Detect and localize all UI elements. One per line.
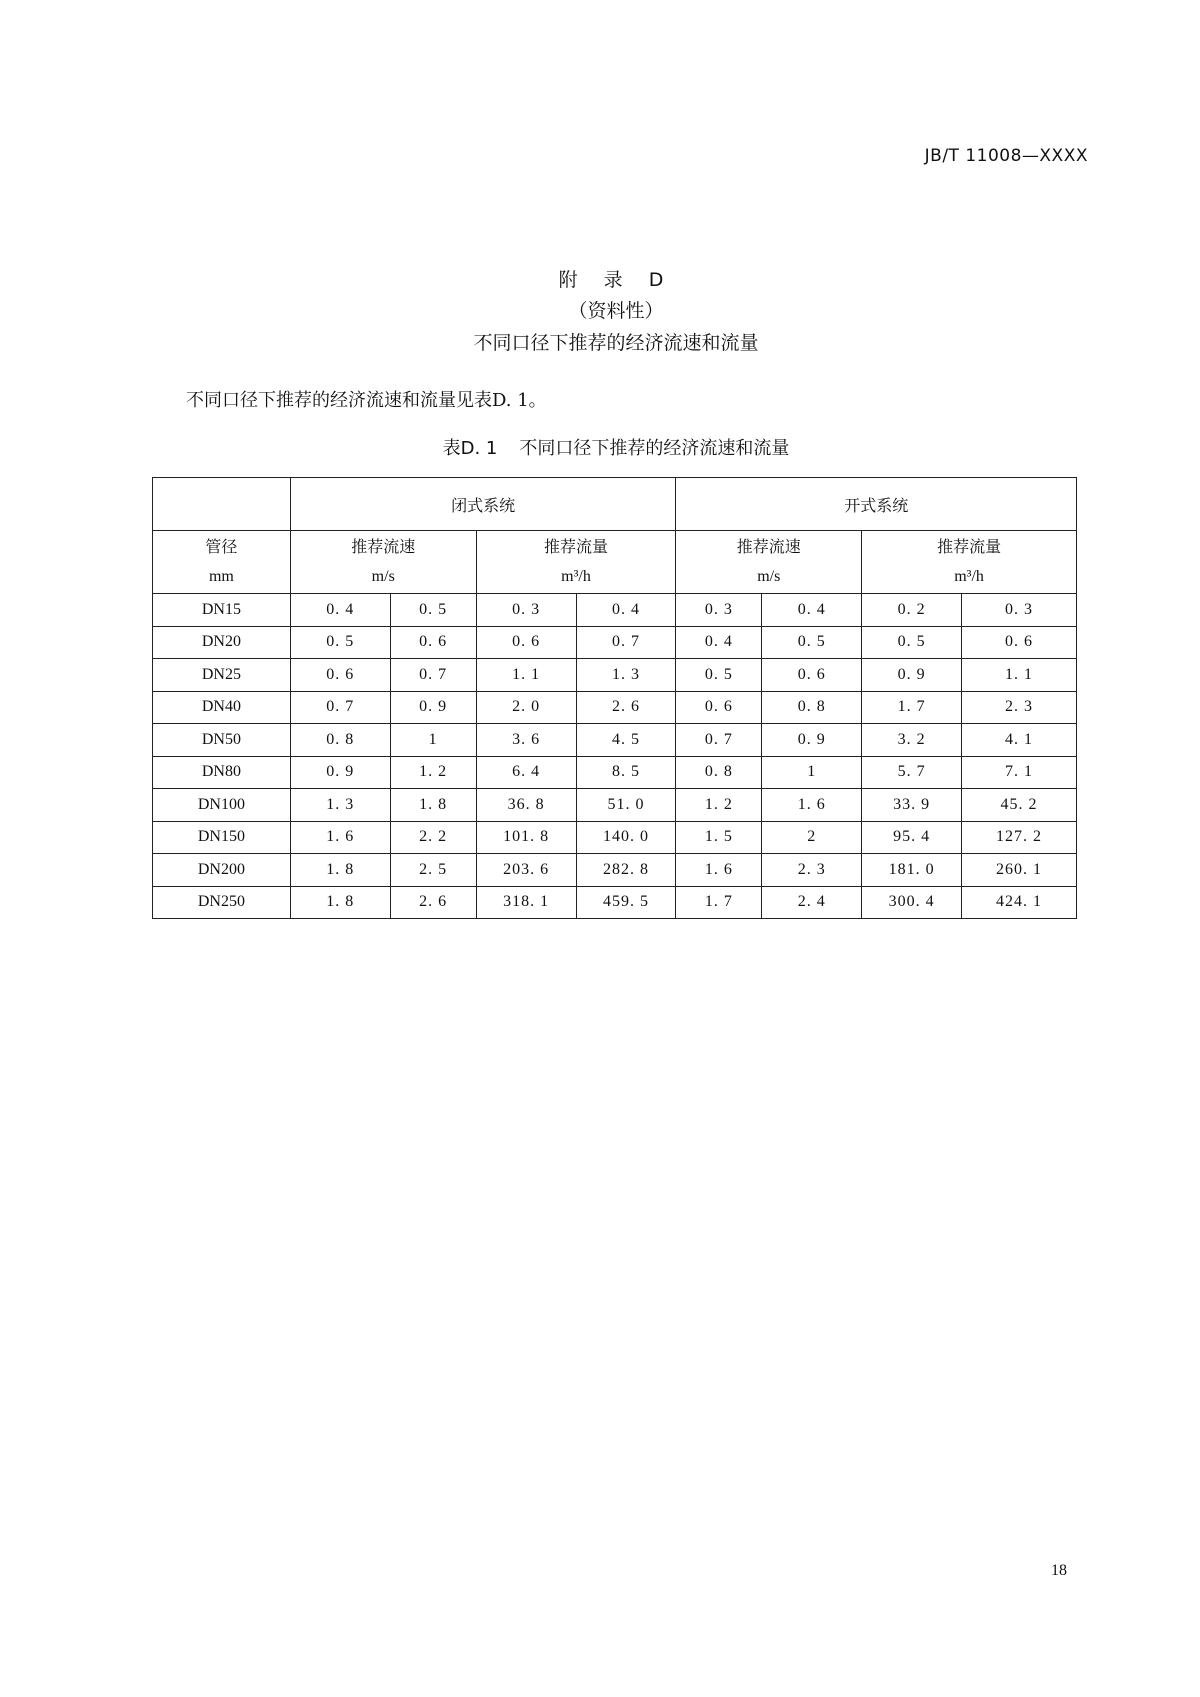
value-cell: 181. 0 — [862, 854, 962, 887]
value-cell: 2. 4 — [762, 886, 862, 919]
pipe-size-cell: DN150 — [153, 821, 291, 854]
value-cell: 2. 0 — [476, 691, 576, 724]
value-cell: 1. 3 — [576, 659, 676, 692]
value-cell: 282. 8 — [576, 854, 676, 887]
value-cell: 2. 6 — [390, 886, 476, 919]
value-cell: 3. 6 — [476, 724, 576, 757]
flow-table — [152, 477, 1077, 919]
value-cell: 1. 8 — [290, 854, 390, 887]
value-cell: 0. 3 — [676, 594, 762, 627]
value-cell: 2. 6 — [576, 691, 676, 724]
value-cell: 1. 1 — [476, 659, 576, 692]
value-cell: 1. 6 — [762, 789, 862, 822]
sub-header-row — [153, 531, 1077, 594]
value-cell: 7. 1 — [962, 756, 1077, 789]
table-row — [153, 594, 1077, 627]
table-caption — [0, 434, 1200, 460]
value-cell: 1. 8 — [290, 886, 390, 919]
table-row — [153, 659, 1077, 692]
value-cell: 1. 7 — [862, 691, 962, 724]
value-cell: 0. 7 — [576, 626, 676, 659]
pipe-size-cell: DN80 — [153, 756, 291, 789]
value-cell: 0. 6 — [390, 626, 476, 659]
value-cell: 0. 5 — [290, 626, 390, 659]
value-cell: 0. 3 — [962, 594, 1077, 627]
value-cell: 1. 2 — [676, 789, 762, 822]
pipe-size-cell: DN15 — [153, 594, 291, 627]
value-cell: 203. 6 — [476, 854, 576, 887]
pipe-size-cell: DN25 — [153, 659, 291, 692]
value-cell: 140. 0 — [576, 821, 676, 854]
value-cell: 127. 2 — [962, 821, 1077, 854]
table-row — [153, 691, 1077, 724]
appendix-title: 附 录 D — [558, 269, 674, 291]
sub-header-unit: m³/h — [561, 568, 591, 585]
value-cell: 5. 7 — [862, 756, 962, 789]
sub-header-label: 推荐流量 — [544, 537, 609, 556]
value-cell: 318. 1 — [476, 886, 576, 919]
value-cell: 1. 5 — [676, 821, 762, 854]
table-row — [153, 886, 1077, 919]
value-cell: 1. 1 — [962, 659, 1077, 692]
sub-header-cell — [290, 531, 476, 594]
value-cell: 0. 4 — [676, 626, 762, 659]
value-cell: 0. 9 — [762, 724, 862, 757]
appendix-nature: （资料性） — [568, 300, 664, 322]
flow-table-body — [153, 478, 1077, 919]
value-cell: 0. 6 — [476, 626, 576, 659]
value-cell: 0. 4 — [762, 594, 862, 627]
page-number: 18 — [1051, 1562, 1067, 1579]
value-cell: 51. 0 — [576, 789, 676, 822]
value-cell: 0. 4 — [290, 594, 390, 627]
appendix-subject: 不同口径下推荐的经济流速和流量 — [473, 332, 759, 354]
sub-header-unit: m/s — [371, 568, 395, 585]
value-cell: 2. 3 — [962, 691, 1077, 724]
table-row — [153, 854, 1077, 887]
group-header-closed: 闭式系统 — [290, 478, 676, 531]
pipe-size-cell: DN50 — [153, 724, 291, 757]
value-cell: 0. 2 — [862, 594, 962, 627]
sub-header-cell — [476, 531, 676, 594]
value-cell: 0. 5 — [676, 659, 762, 692]
value-cell: 0. 9 — [390, 691, 476, 724]
document-code: JB/T 11008—XXXX — [924, 146, 1088, 166]
value-cell: 36. 8 — [476, 789, 576, 822]
value-cell: 101. 8 — [476, 821, 576, 854]
value-cell: 260. 1 — [962, 854, 1077, 887]
table-row — [153, 821, 1077, 854]
value-cell: 0. 7 — [290, 691, 390, 724]
value-cell: 0. 6 — [762, 659, 862, 692]
pipe-size-cell: DN250 — [153, 886, 291, 919]
value-cell: 1. 3 — [290, 789, 390, 822]
value-cell: 1 — [762, 756, 862, 789]
table-row — [153, 756, 1077, 789]
value-cell: 1. 6 — [676, 854, 762, 887]
value-cell: 1. 8 — [390, 789, 476, 822]
pipe-size-cell: DN100 — [153, 789, 291, 822]
value-cell: 1. 7 — [676, 886, 762, 919]
pipe-size-cell: DN20 — [153, 626, 291, 659]
value-cell: 0. 8 — [762, 691, 862, 724]
value-cell: 3. 2 — [862, 724, 962, 757]
pipe-size-cell: DN200 — [153, 854, 291, 887]
value-cell: 0. 7 — [676, 724, 762, 757]
row-header-unit: mm — [208, 568, 234, 585]
table-row — [153, 724, 1077, 757]
row-header-label: 管径 — [205, 537, 238, 556]
value-cell: 1. 2 — [390, 756, 476, 789]
value-cell: 0. 9 — [290, 756, 390, 789]
group-header-row — [153, 478, 1077, 531]
value-cell: 0. 6 — [676, 691, 762, 724]
value-cell: 0. 3 — [476, 594, 576, 627]
value-cell: 2. 2 — [390, 821, 476, 854]
sub-header-label: 推荐流速 — [736, 537, 801, 556]
table-row — [153, 789, 1077, 822]
value-cell: 424. 1 — [962, 886, 1077, 919]
value-cell: 300. 4 — [862, 886, 962, 919]
value-cell: 1. 6 — [290, 821, 390, 854]
value-cell: 0. 6 — [962, 626, 1077, 659]
sub-header-label: 推荐流速 — [351, 537, 416, 556]
row-header-cell — [153, 531, 291, 594]
sub-header-cell — [676, 531, 862, 594]
value-cell: 6. 4 — [476, 756, 576, 789]
value-cell: 0. 8 — [290, 724, 390, 757]
table-row — [153, 626, 1077, 659]
value-cell: 2. 5 — [390, 854, 476, 887]
value-cell: 2 — [762, 821, 862, 854]
intro-paragraph: 不同口径下推荐的经济流速和流量见表D. 1。 — [186, 390, 547, 411]
value-cell: 0. 7 — [390, 659, 476, 692]
value-cell: 4. 1 — [962, 724, 1077, 757]
sub-header-unit: m/s — [757, 568, 781, 585]
value-cell: 0. 6 — [290, 659, 390, 692]
value-cell: 4. 5 — [576, 724, 676, 757]
pipe-size-cell: DN40 — [153, 691, 291, 724]
value-cell: 8. 5 — [576, 756, 676, 789]
sub-header-unit: m³/h — [954, 568, 984, 585]
value-cell: 0. 5 — [762, 626, 862, 659]
group-header-open: 开式系统 — [676, 478, 1077, 531]
value-cell: 459. 5 — [576, 886, 676, 919]
sub-header-label: 推荐流量 — [937, 537, 1002, 556]
table-caption-number: 表D. 1 — [442, 438, 498, 459]
value-cell: 45. 2 — [962, 789, 1077, 822]
sub-header-cell — [862, 531, 1077, 594]
corner-cell — [153, 478, 291, 531]
value-cell: 1 — [390, 724, 476, 757]
value-cell: 95. 4 — [862, 821, 962, 854]
value-cell: 0. 8 — [676, 756, 762, 789]
value-cell: 0. 4 — [576, 594, 676, 627]
value-cell: 0. 9 — [862, 659, 962, 692]
table-caption-title: 不同口径下推荐的经济流速和流量 — [519, 438, 790, 459]
value-cell: 0. 5 — [390, 594, 476, 627]
value-cell: 0. 5 — [862, 626, 962, 659]
value-cell: 33. 9 — [862, 789, 962, 822]
value-cell: 2. 3 — [762, 854, 862, 887]
